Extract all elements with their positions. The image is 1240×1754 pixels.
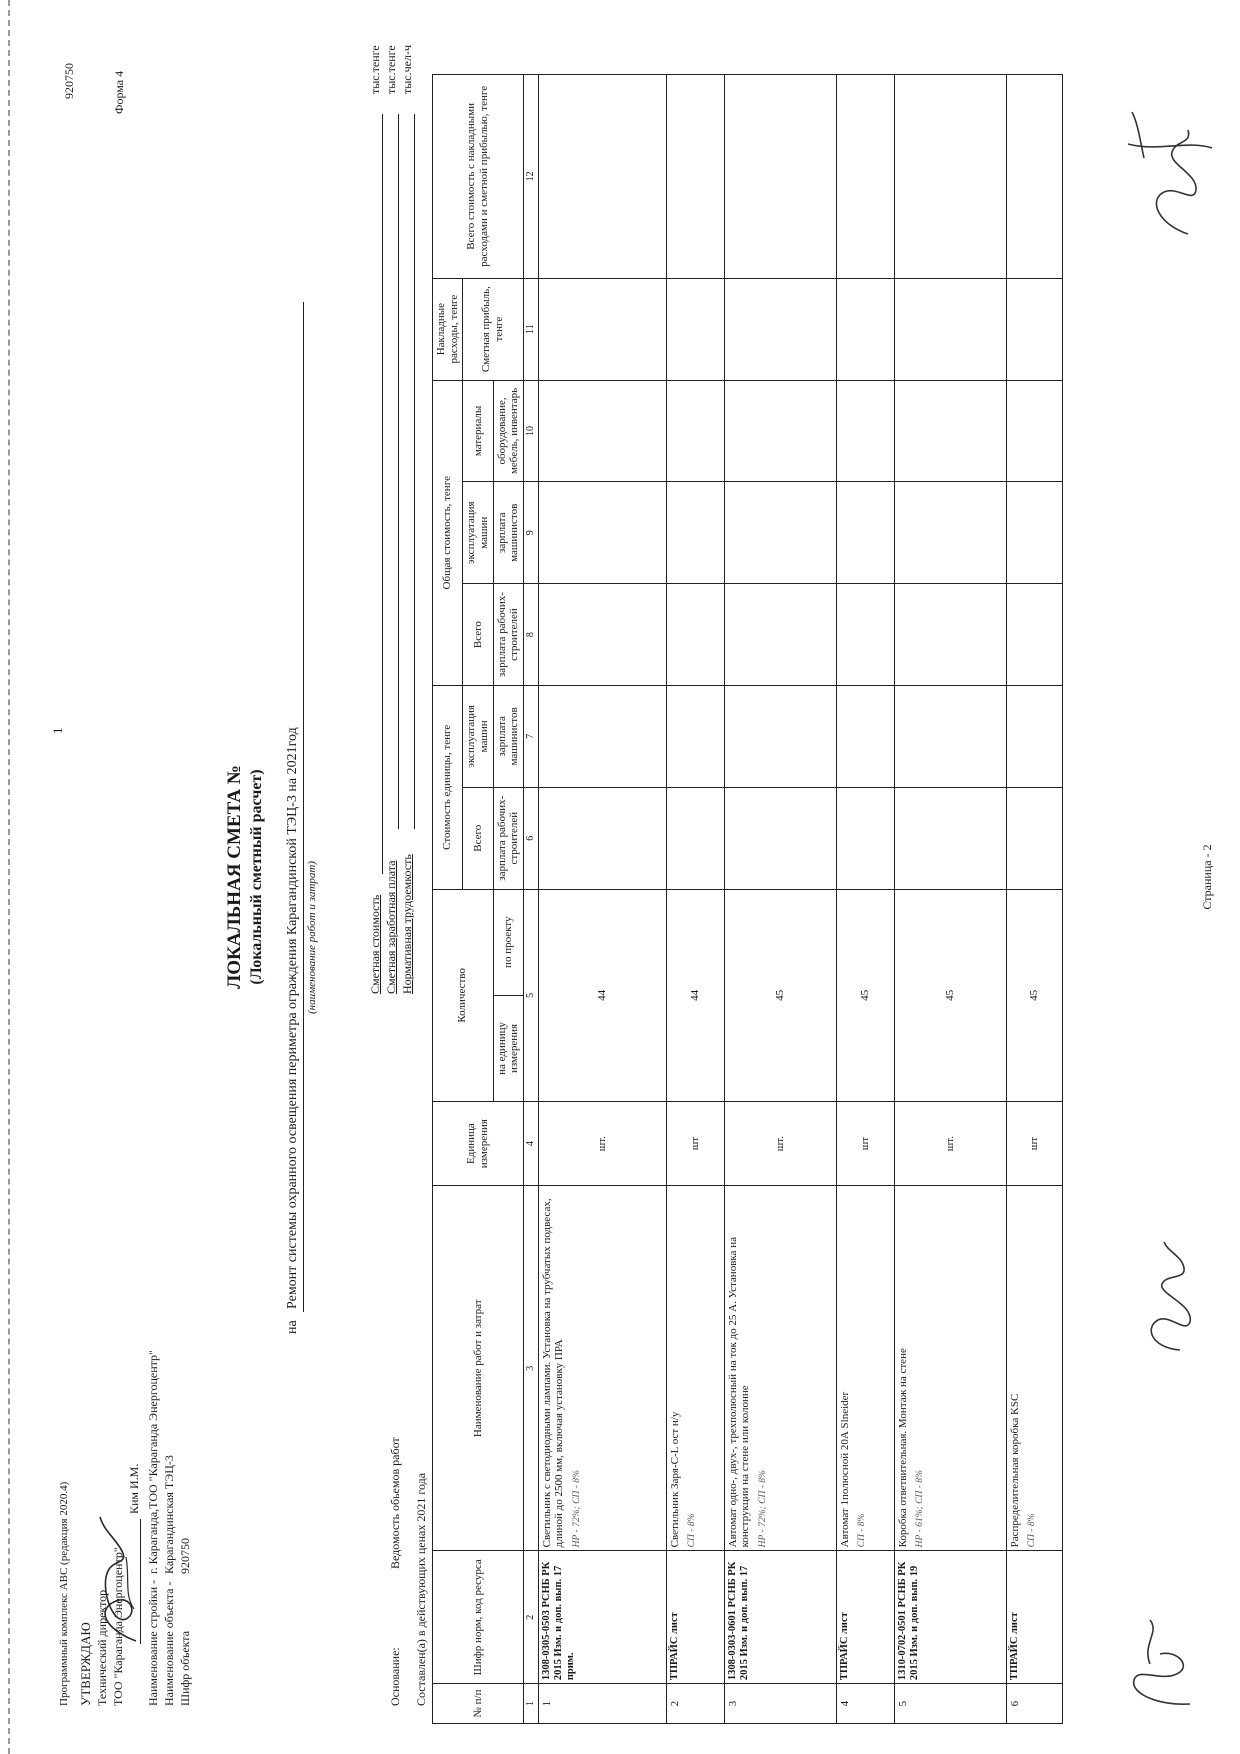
row-cell [836,685,894,787]
row-no: 4 [836,1684,894,1724]
col-unit-wage-workers: зарплата рабочих-строителей [493,787,523,889]
row-name-text: Светильник с светодиодными лампами. Установка на трубчатых подвесах, длиной до 2500 мм, включая установку ПРА [540,1198,566,1548]
row-note: СП - 8% [687,1513,698,1548]
row-code: 1308-0305-0503 РСНБ РК 2015 Изм. и доп. вып. 17 прим. [538,1551,666,1684]
row-cell [894,685,1006,787]
row-cell [724,75,836,279]
row-cell [1006,278,1062,380]
table-row [836,75,894,1724]
table-row [894,75,1006,1724]
row-name-text: Светильник Заря-С-L ост н/у [668,1411,681,1548]
row-name [724,1186,836,1551]
table-row [1006,75,1062,1724]
labor-intensity-label: Нормативная трудоемкость [400,854,414,994]
spacer [1140,1733,1141,1734]
row-cell [724,482,836,584]
row-cell [538,685,666,787]
row-unit: шт. [894,1102,1006,1186]
director-signature [86,1509,148,1649]
row-qty: 45 [724,889,836,1101]
row-cell [1006,75,1062,279]
row-cell [894,278,1006,380]
row-cell [538,787,666,889]
index-cell: 3 [523,1186,538,1551]
row-name [538,1186,666,1551]
initials-signature-2 [1128,1234,1208,1364]
work-subject: Ремонт системы охранного освещения периметра ограждения Карагандинской ТЭЦ-3 на 2021год [285,727,300,1309]
row-note: НР - 61%; СП - 8% [915,1470,926,1548]
approver-name: Ким И.М. [127,1463,141,1514]
row-name-text: Коробка ответвительная. Монтаж на стене [896,1348,909,1548]
index-cell: 8 [523,584,538,686]
row-no: 5 [894,1684,1006,1724]
row-code: 1308-0303-0601 РСНБ РК 2015 Изм. и доп. вып. 17 [724,1551,836,1684]
row-cell [666,685,724,787]
col-gen-wage-mach: зарплата машинистов [493,482,523,584]
footer-page-label: Страница - 2 [1200,844,1214,910]
construction-label: Наименование стройки - [146,1579,160,1706]
table-index-row [523,75,538,1724]
basis-value: Ведомость обьемов работ [388,1437,402,1569]
row-cell [894,584,1006,686]
col-unit-cost: Стоимость единицы, тенге [433,685,463,889]
row-cell [1006,584,1062,686]
row-no: 1 [538,1684,666,1724]
row-qty: 45 [894,889,1006,1101]
index-cell: 12 [523,75,538,279]
index-cell: 10 [523,380,538,482]
basis-label: Основание: [388,1647,402,1706]
row-cell [1006,482,1062,584]
initials-signature-1 [1120,1604,1210,1724]
col-code: Шифр норм, код ресурса [433,1551,524,1684]
row-note: НР - 72%; СП - 8% [572,1470,583,1548]
col-gen-wage-workers: зарплата рабочих-строителей [493,584,523,686]
row-cell [666,482,724,584]
row-cell [836,584,894,686]
row-code: ТПРАЙС лист [1006,1551,1062,1684]
document-code: 920750 [62,63,76,99]
col-overhead: Накладные расходы, тенге [433,278,463,380]
document-subtitle: (Локальный сметный расчет) [248,769,265,985]
row-cell [538,75,666,279]
row-cell [538,278,666,380]
index-cell: 11 [523,278,538,380]
row-note: СП - 8% [1027,1513,1038,1548]
scan-edge-mark [8,0,10,1754]
estimated-wage-label: Сметная заработная плата [384,860,398,994]
approver-position: Технический директор [95,1589,109,1706]
row-qty: 44 [666,889,724,1101]
row-cell [894,787,1006,889]
document-title: ЛОКАЛЬНАЯ СМЕТА № [224,765,245,989]
object-code-value: 920750 [178,1538,192,1574]
row-qty: 45 [1006,889,1062,1101]
program-label: Программный комплекс ABC (редакция 2020.4) [58,1481,70,1706]
estimated-cost-line [382,114,383,874]
row-cell [1006,380,1062,482]
col-unit-wage-mach: зарплата машинистов [493,685,523,787]
table-header-row-1 [433,75,463,1724]
page-number: 1 [50,727,65,734]
approve-label: УТВЕРЖДАЮ [78,1622,93,1706]
row-qty: 44 [538,889,666,1101]
col-general-cost: Общая стоимость, тенге [433,380,463,685]
row-cell [836,380,894,482]
form-label: Форма 4 [112,70,126,114]
row-note: НР - 72%; СП - 8% [758,1470,769,1548]
row-cell [836,75,894,279]
col-gen-materials: материалы [463,380,493,482]
row-code: 1310-0702-0501 РСНБ РК 2015 Изм. и доп. вып. 19 [894,1551,1006,1684]
row-name [666,1186,724,1551]
construction-value: г. Караганда,ТОО "Караганда Энергоцентр" [146,1350,160,1574]
row-unit: шт [666,1102,724,1186]
row-cell [836,482,894,584]
row-cell [666,584,724,686]
labor-intensity-line [414,114,415,829]
estimated-wage-unit: тыс.тенге [384,45,398,94]
row-cell [894,75,1006,279]
col-grand-total: Всего стоимость с накладными расходами и сметной прибылью, тенге [433,75,524,279]
subject-caption: (наименование работ и затрат) [306,861,318,1014]
col-qty-proj: по проекту [493,889,523,995]
table-row [724,75,836,1724]
estimated-cost-label: Сметная стоимость [368,894,382,994]
row-note: СП - 8% [857,1513,868,1548]
col-qty: Количество [433,889,494,1101]
row-cell [666,278,724,380]
col-unit-mach: эксплуатация машин [463,685,493,787]
labor-intensity-unit: тыс.чел-ч [400,44,414,94]
col-profit: Сметная прибыль, тенге [463,278,524,380]
index-cell: 1 [523,1684,538,1724]
table-row [666,75,724,1724]
row-cell [836,787,894,889]
row-no: 6 [1006,1684,1062,1724]
row-cell [894,482,1006,584]
object-label: Наименование объекта - [162,1581,176,1706]
row-name-text: Автомат одно-, двух-, трехполюсный на ток до 25 А. Установка на конструкции на стене или колонне [726,1237,752,1548]
row-code: ТПРАЙС лист [836,1551,894,1684]
index-cell: 4 [523,1102,538,1186]
index-cell: 2 [523,1551,538,1684]
row-name-text: Автомат 1полюсной 20А Slneider [838,1391,851,1548]
row-cell [724,278,836,380]
row-cell [836,278,894,380]
row-code: ТПРАЙС лист [666,1551,724,1684]
row-cell [724,584,836,686]
row-name [1006,1186,1062,1551]
row-cell [894,380,1006,482]
object-value: Карагандинская ТЭЦ-3 [162,1455,176,1574]
row-no: 2 [666,1684,724,1724]
estimated-wage-line [398,114,399,829]
row-cell [724,787,836,889]
row-qty: 45 [836,889,894,1101]
row-cell [666,787,724,889]
subject-underline [303,302,304,1312]
row-unit: шт [836,1102,894,1186]
row-cell [1006,787,1062,889]
initials-signature-3 [1108,104,1218,244]
object-code-label: Шифр объекта [178,1630,192,1706]
row-cell [724,685,836,787]
col-qty-unit: на единицу измерения [493,995,523,1101]
compiled-note: Составлен(а) в действующих ценах 2021 года [414,1472,428,1706]
col-gen-total: Всего [463,584,493,686]
table-row [538,75,666,1724]
row-cell [666,380,724,482]
row-no: 3 [724,1684,836,1724]
index-cell: 5 [523,889,538,1101]
subject-prefix: на [285,1320,300,1334]
col-gen-mach: эксплуатация машин [463,482,493,584]
col-no: № п/п [433,1684,524,1724]
row-unit: шт. [724,1102,836,1186]
col-gen-equipment: оборудование, мебель, инвентарь [493,380,523,482]
col-unit: Единица измерения [433,1102,524,1186]
row-cell [538,380,666,482]
row-cell [1006,685,1062,787]
row-name-text: Распределительная коробка KSC [1008,1393,1021,1548]
index-cell: 7 [523,685,538,787]
row-cell [724,380,836,482]
row-cell [538,482,666,584]
approver-org: ТОО "Караганда Энергоцентр" [111,1547,125,1706]
row-name [836,1186,894,1551]
col-name: Наименование работ и затрат [433,1186,524,1551]
estimate-table [432,74,1063,1724]
row-name [894,1186,1006,1551]
index-cell: 6 [523,787,538,889]
row-unit: шт. [538,1102,666,1186]
row-cell [538,584,666,686]
index-cell: 9 [523,482,538,584]
col-unit-total: Всего [463,787,493,889]
estimated-cost-unit: тыс.тенге [368,45,382,94]
row-unit: шт [1006,1102,1062,1186]
row-cell [666,75,724,279]
